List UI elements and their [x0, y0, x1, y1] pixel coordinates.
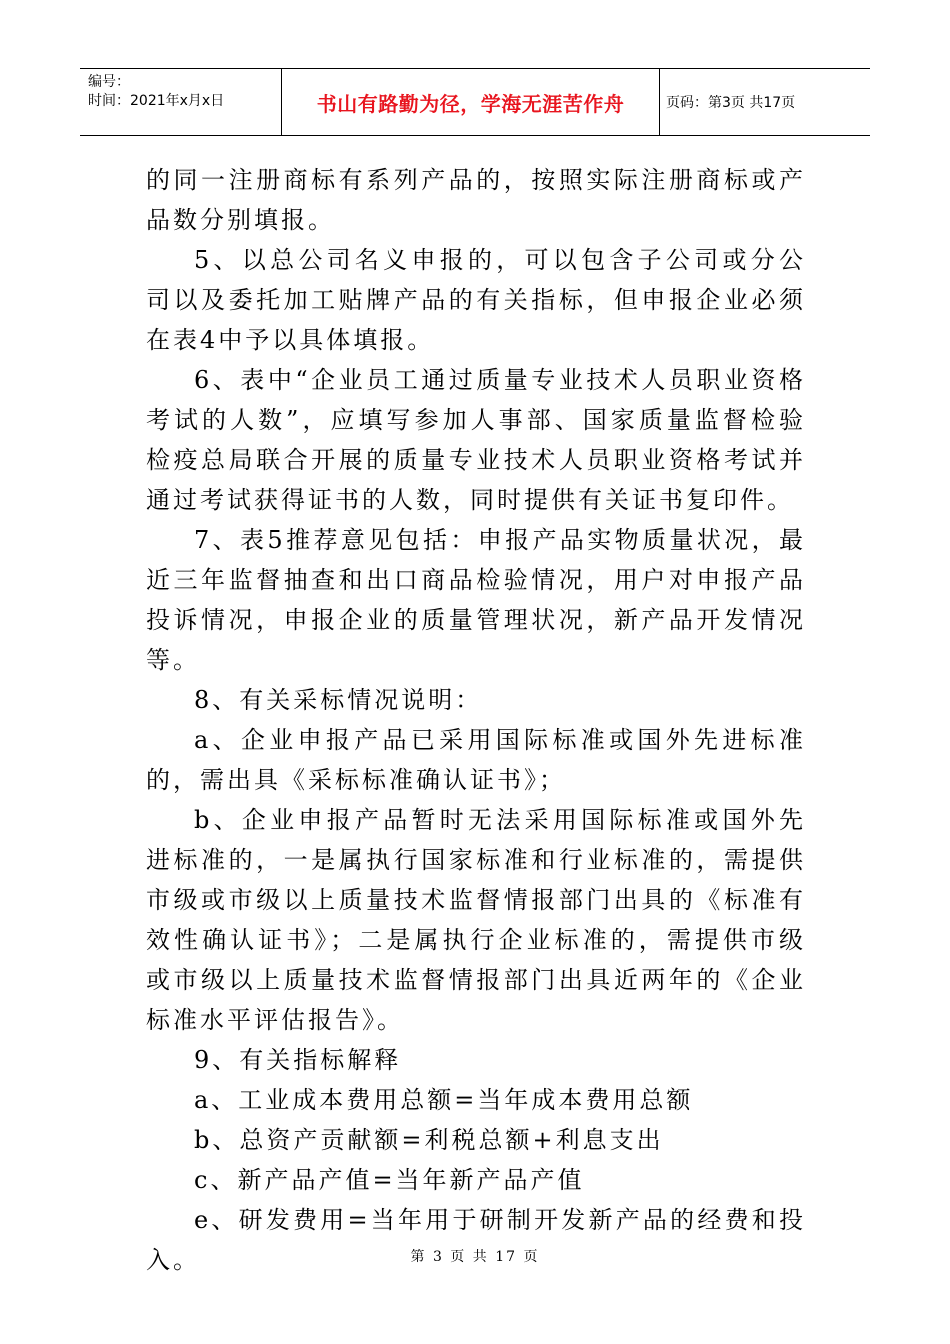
page-footer: 第 3 页 共 17 页 [410, 1249, 540, 1265]
document-body [146, 160, 806, 1280]
paragraph-item-9e: e、研发费用=当年用于研制开发新产品的经费和投入。 [146, 1206, 806, 1274]
paragraph-item-9: 9、有关指标解释 [194, 1046, 402, 1074]
paragraph-item-8a: a、企业申报产品已采用国际标准或国外先进标准的，需出具《采标标准确认证书》； [146, 726, 806, 794]
paragraph-item-8b: b、企业申报产品暂时无法采用国际标准或国外先进标准的，一是属执行国家标准和行业标准的，需提供市级或市级以上质量技术监督情报部门出具的《标准有效性确认证书》；二是属执行企业标准的，需提供市级或市级以上质量技术监督情报部门出具近两年的《企业标准水平评估报告》。 [146, 806, 806, 1034]
paragraph-continuation: 的同一注册商标有系列产品的，按照实际注册商标或产品数分别填报。 [146, 166, 806, 234]
paragraph-item-8: 8、有关采标情况说明： [194, 686, 483, 714]
header-page-info: 页码：第3页 共17页 [666, 95, 796, 111]
paragraph-item-7: 7、表5推荐意见包括：申报产品实物质量状况，最近三年监督抽查和出口商品检验情况，用户对申报产品投诉情况，申报企业的质量管理状况，新产品开发情况等。 [146, 526, 806, 674]
paragraph-item-9b: b、总资产贡献额=利税总额+利息支出 [194, 1126, 664, 1154]
paragraph-item-9a: a、工业成本费用总额=当年成本费用总额 [194, 1086, 694, 1114]
header-motto: 书山有路勤为径，学海无涯苦作舟 [282, 69, 660, 135]
header-meta [80, 69, 282, 135]
header-time-label: 时间：2021年x月x日 [88, 93, 225, 109]
paragraph-item-6: 6、表中“企业员工通过质量专业技术人员职业资格考试的人数”，应填写参加人事部、国家质量监督检验检疫总局联合开展的质量专业技术人员职业资格考试并通过考试获得证书的人数，同时提供有关证书复印件。 [146, 366, 806, 514]
paragraph-item-5: 5、以总公司名义申报的，可以包含子公司或分公司以及委托加工贴牌产品的有关指标，但申报企业必须在表4中予以具体填报。 [146, 246, 806, 354]
header-number-label: 编号： [88, 74, 130, 90]
page-header [80, 68, 870, 136]
paragraph-item-9c: c、新产品产值=当年新产品产值 [194, 1166, 585, 1194]
